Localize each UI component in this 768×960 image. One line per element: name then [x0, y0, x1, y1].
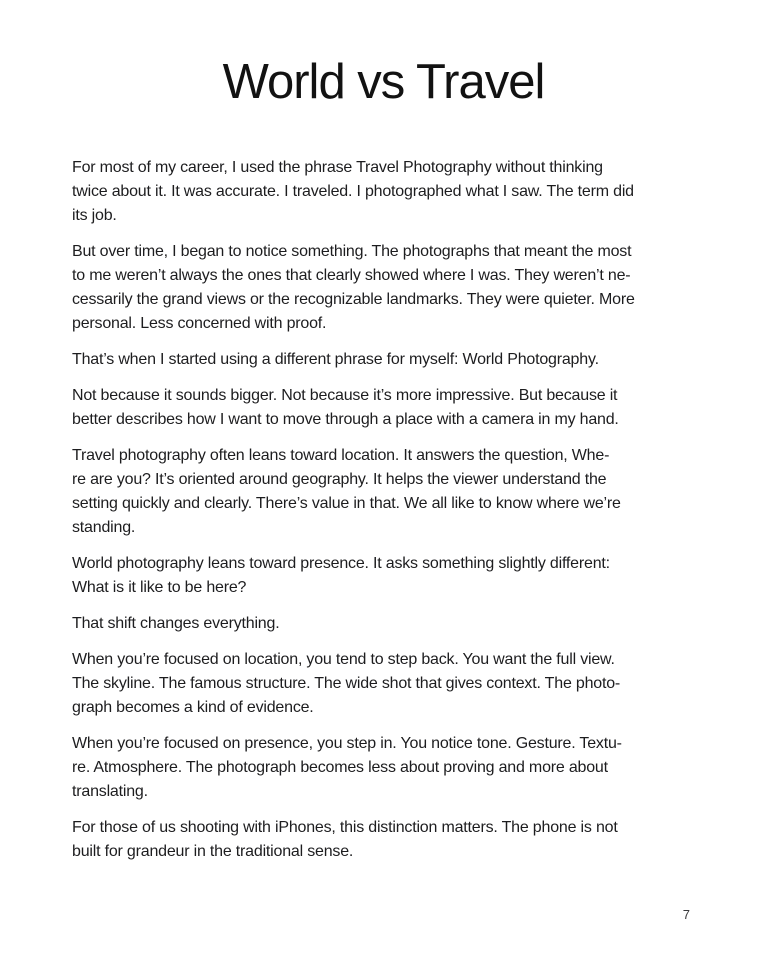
paragraph-5 [72, 444, 695, 540]
paragraph-9 [72, 732, 695, 804]
paragraph-2 [72, 240, 695, 336]
article-content [72, 52, 695, 864]
paragraph-8 [72, 648, 695, 720]
text-line: built for grandeur in the traditional sense. [72, 843, 354, 860]
page-title: World vs Travel [222, 55, 545, 109]
paragraph-6 [72, 552, 695, 600]
text-line: personal. Less concerned with proof. [72, 315, 327, 332]
text-line: its job. [72, 207, 117, 224]
text-line: That shift changes everything. [72, 615, 280, 632]
text-line: translating. [72, 783, 148, 800]
text-line: graph becomes a kind of evidence. [72, 699, 314, 716]
text-line: When you’re focused on location, you tend to step back. You want the full view. [72, 651, 615, 668]
text-line: re are you? It’s oriented around geography. It helps the viewer understand the [72, 471, 607, 488]
text-line: For those of us shooting with iPhones, this distinction matters. The phone is not [72, 819, 618, 836]
paragraph-10 [72, 816, 695, 864]
text-line: cessarily the grand views or the recognizable landmarks. They were quieter. More [72, 291, 635, 308]
paragraph-3 [72, 348, 695, 372]
text-line: to me weren’t always the ones that clearly showed where I was. They weren’t ne- [72, 267, 631, 284]
text-line: When you’re focused on presence, you step in. You notice tone. Gesture. Textu- [72, 735, 622, 752]
page-number: 7 [682, 907, 690, 922]
text-line: re. Atmosphere. The photograph becomes less about proving and more about [72, 759, 608, 776]
text-line: That’s when I started using a different phrase for myself: World Photography. [72, 351, 599, 368]
text-line: For most of my career, I used the phrase Travel Photography without thinking [72, 159, 603, 176]
text-line: The skyline. The famous structure. The wide shot that gives context. The photo- [72, 675, 621, 692]
paragraph-4 [72, 384, 695, 432]
text-line: twice about it. It was accurate. I traveled. I photographed what I saw. The term did [72, 183, 634, 200]
paragraph-7 [72, 612, 695, 636]
text-line: But over time, I began to notice something. The photographs that meant the most [72, 243, 632, 260]
text-line: better describes how I want to move through a place with a camera in my hand. [72, 411, 619, 428]
text-line: standing. [72, 519, 136, 536]
text-line: Not because it sounds bigger. Not because it’s more impressive. But because it [72, 387, 618, 404]
paragraph-1 [72, 156, 695, 228]
text-line: World photography leans toward presence. It asks something slightly different: [72, 555, 610, 572]
text-line: Travel photography often leans toward location. It answers the question, Whe- [72, 447, 610, 464]
text-line: What is it like to be here? [72, 579, 247, 596]
text-line: setting quickly and clearly. There’s value in that. We all like to know where we’re [72, 495, 621, 512]
